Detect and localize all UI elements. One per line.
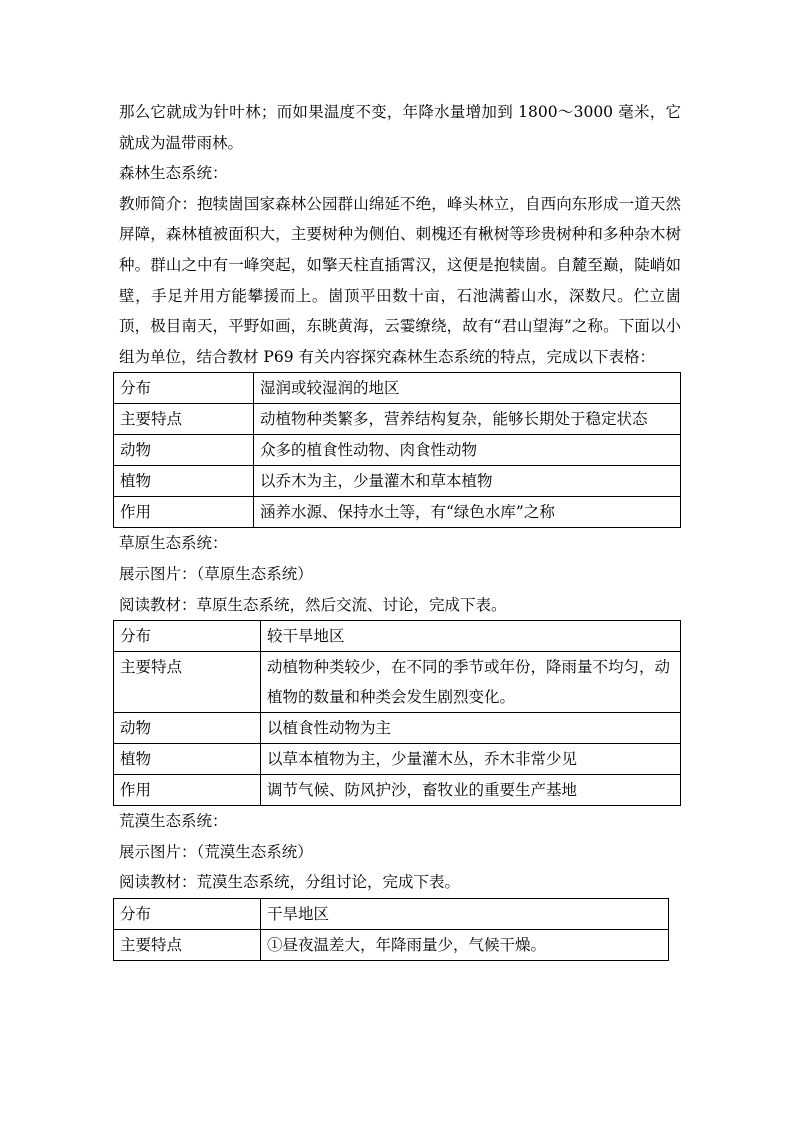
table-cell-value: 湿润或较湿润的地区 — [254, 373, 681, 404]
table-cell-value: 动植物种类繁多，营养结构复杂，能够长期处于稳定状态 — [254, 404, 681, 435]
table-cell-label: 作用 — [114, 497, 254, 528]
table-cell-value: 众多的植食性动物、肉食性动物 — [254, 435, 681, 466]
table-cell-label: 分布 — [114, 621, 261, 652]
desert-table-wrap — [113, 898, 681, 961]
grassland-table-wrap — [113, 620, 681, 806]
intro-paragraph: 那么它就成为针叶林；而如果温度不变，年降水量增加到 1800～3000 毫米，它就成为温带雨林。 — [119, 103, 681, 152]
desert-table — [113, 898, 669, 961]
table-cell-label: 主要特点 — [114, 929, 261, 960]
table-cell-value: 动植物种类较少，在不同的季节或年份，降雨量不均匀，动植物的数量和种类会发生剧烈变化。 — [261, 652, 681, 713]
table-cell-value: 以草本植物为主，少量灌木丛，乔木非常少见 — [261, 744, 681, 775]
table-cell-label: 分布 — [114, 898, 261, 929]
grassland-table — [113, 620, 681, 806]
table-row — [114, 929, 669, 960]
table-cell-label: 动物 — [114, 713, 261, 744]
forest-table — [113, 372, 681, 528]
table-row — [114, 775, 681, 806]
forest-heading: 森林生态系统： — [119, 164, 228, 183]
desert-heading: 荒漠生态系统： — [119, 812, 228, 831]
document-content — [119, 97, 681, 961]
table-row — [114, 621, 681, 652]
table-row — [114, 713, 681, 744]
table-cell-value: 干旱地区 — [261, 898, 669, 929]
table-cell-value: 涵养水源、保持水土等，有“绿色水库”之称 — [254, 497, 681, 528]
table-cell-value: 较干旱地区 — [261, 621, 681, 652]
table-row — [114, 744, 681, 775]
table-row — [114, 652, 681, 713]
table-cell-value: 以植食性动物为主 — [261, 713, 681, 744]
table-cell-label: 作用 — [114, 775, 261, 806]
table-cell-label: 主要特点 — [114, 404, 254, 435]
table-cell-value: ①昼夜温差大，年降雨量少，气候干燥。 — [261, 929, 669, 960]
table-cell-value: 调节气候、防风护沙，畜牧业的重要生产基地 — [261, 775, 681, 806]
desert-show-picture: 展示图片：（荒漠生态系统） — [119, 842, 313, 861]
grassland-read-instruction: 阅读教材：草原生态系统，然后交流、讨论，完成下表。 — [119, 595, 507, 614]
table-row — [114, 466, 681, 497]
table-row — [114, 404, 681, 435]
desert-read-instruction: 阅读教材：荒漠生态系统，分组讨论，完成下表。 — [119, 873, 461, 892]
table-cell-label: 植物 — [114, 744, 261, 775]
grassland-show-picture: 展示图片：（草原生态系统） — [119, 564, 313, 583]
table-row — [114, 898, 669, 929]
forest-intro-paragraph: 教师简介：抱犊崮国家森林公园群山绵延不绝，峰头林立，自西向东形成一道天然屏障，森林植被面积大，主要树种为侧伯、刺槐还有楸树等珍贵树种和多种杂木树种。群山之中有一峰突起，如擎天柱直插霄汉，这便是抱犊崮。自麓至巅，陡峭如壁，手足并用方能攀援而上。崮顶平田数十亩，石池满蓄山水，深数尺。伫立崮顶，极目南天，平野如画，东眺黄海，云霎缭绕，故有“君山望海”之称。下面以小组为单位，结合教材 P69 有关内容探究森林生态系统的特点，完成以下表格： — [119, 194, 681, 366]
grassland-heading: 草原生态系统： — [119, 534, 228, 553]
table-row — [114, 497, 681, 528]
table-cell-value: 以乔木为主，少量灌木和草本植物 — [254, 466, 681, 497]
table-row — [114, 435, 681, 466]
table-cell-label: 植物 — [114, 466, 254, 497]
table-cell-label: 分布 — [114, 373, 254, 404]
table-cell-label: 动物 — [114, 435, 254, 466]
table-cell-label: 主要特点 — [114, 652, 261, 713]
table-row — [114, 373, 681, 404]
forest-table-wrap — [113, 372, 681, 528]
